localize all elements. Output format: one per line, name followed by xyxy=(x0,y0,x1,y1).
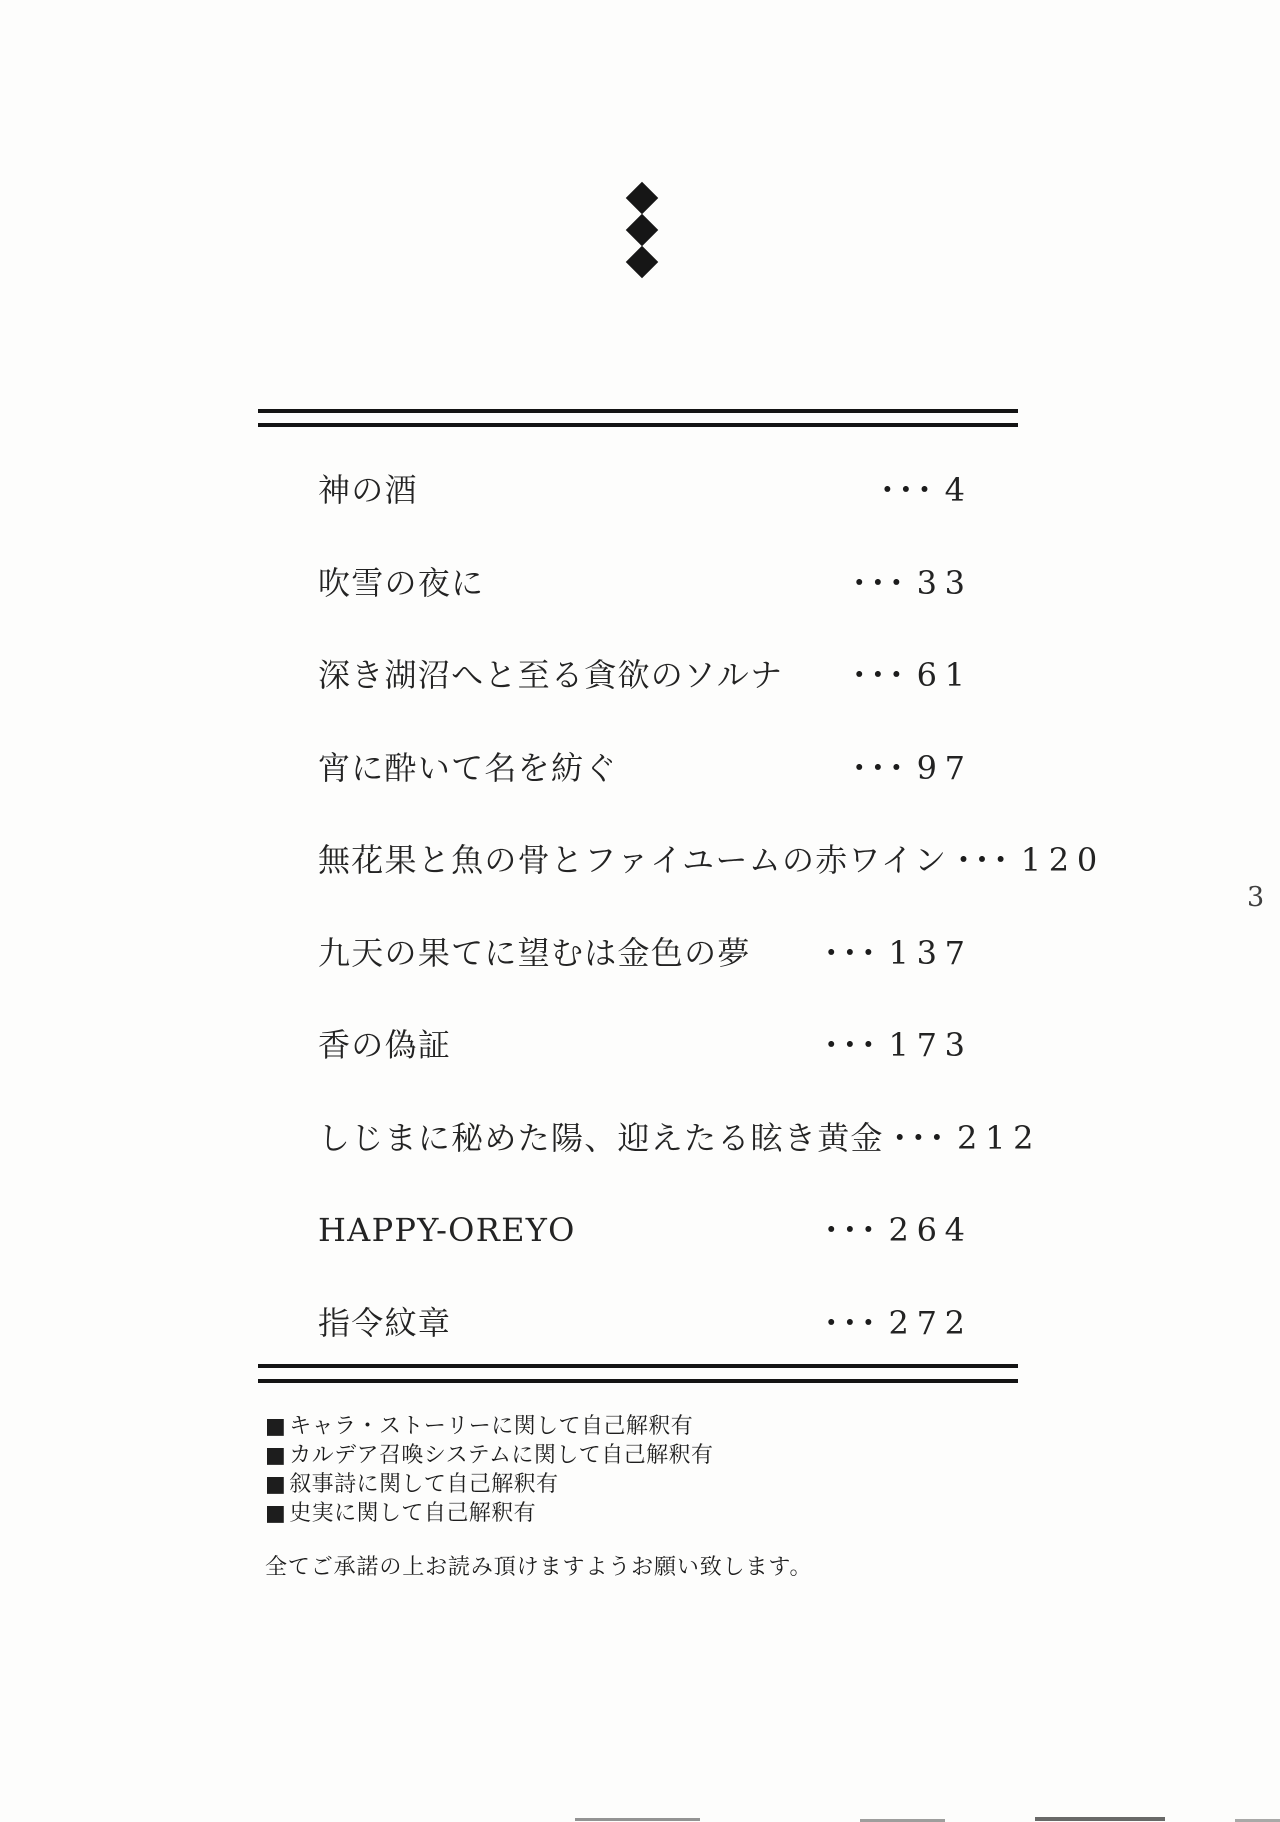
toc-entry xyxy=(318,722,973,815)
square-bullet-icon: ■ xyxy=(265,1472,287,1497)
toc-entry-page: 120 xyxy=(1020,841,1105,880)
toc-entry-pageref xyxy=(871,471,973,510)
toc-entry-title: 香の偽証 xyxy=(318,1026,452,1065)
disclaimer-item xyxy=(265,1470,1025,1499)
toc-leader-dots: ・・・ xyxy=(843,656,899,695)
disclaimer-note: 全てご承諾の上お読み頂けますようお願い致します。 xyxy=(265,1555,813,1580)
toc-entry-title: 九天の果てに望むは金色の夢 xyxy=(318,933,751,972)
toc-entry-page: 97 xyxy=(916,748,973,787)
scan-artifact xyxy=(1035,1817,1165,1821)
toc-entry xyxy=(318,444,973,537)
toc-leader-dots: ・・・ xyxy=(815,1026,871,1065)
toc-entry-page: 61 xyxy=(916,656,973,695)
disclaimer-item-text: 叙事詩に関して自己解釈有 xyxy=(289,1472,559,1497)
toc-leader-dots: ・・・ xyxy=(815,1303,871,1342)
disclaimer-list xyxy=(265,1412,1025,1528)
toc-leader-dots: ・・・ xyxy=(883,1118,940,1157)
disclaimer-item xyxy=(265,1441,1025,1470)
toc-leader-dots: ・・・ xyxy=(843,563,899,602)
toc-entry-pageref xyxy=(815,1211,973,1250)
toc-entry-pageref xyxy=(815,933,973,972)
toc-entry-title: 無花果と魚の骨とファイユームの赤ワイン xyxy=(318,841,948,880)
scan-artifact xyxy=(575,1818,700,1821)
disclaimer-item-text: 史実に関して自己解釈有 xyxy=(289,1501,537,1526)
toc-entry xyxy=(318,1184,973,1277)
toc-entry-title: HAPPY-OREYO xyxy=(318,1211,576,1250)
disclaimer-item-text: カルデア召喚システムに関して自己解釈有 xyxy=(289,1443,714,1468)
toc-leader-dots: ・・・ xyxy=(815,1211,871,1250)
toc-entry-pageref xyxy=(947,841,1105,880)
toc-entry-pageref xyxy=(843,656,973,695)
diamond-icon xyxy=(626,214,659,247)
toc-entry-page: 4 xyxy=(944,471,973,510)
toc-entry xyxy=(318,907,973,1000)
diamond-icon xyxy=(626,246,659,279)
toc-divider-top-line-2 xyxy=(258,423,1018,427)
toc-entry-title: 深き湖沼へと至る貪欲のソルナ xyxy=(318,656,784,695)
toc-entry xyxy=(318,814,1105,907)
diamond-icon xyxy=(626,182,659,215)
disclaimer-item xyxy=(265,1412,1025,1441)
toc-entry-page: 264 xyxy=(888,1211,973,1250)
toc-entry-title: 神の酒 xyxy=(318,471,418,510)
toc-divider-bottom-line-1 xyxy=(258,1364,1018,1368)
square-bullet-icon: ■ xyxy=(265,1414,287,1439)
toc-entry-page: 212 xyxy=(957,1118,1042,1157)
toc-entry-page: 272 xyxy=(888,1303,973,1342)
toc-entry-pageref xyxy=(883,1118,1042,1157)
toc-entry-page: 137 xyxy=(888,933,973,972)
toc-entry-title: 宵に酔いて名を紡ぐ xyxy=(318,748,618,787)
toc-entry xyxy=(318,1092,1042,1185)
toc-entry-page: 33 xyxy=(916,563,973,602)
disclaimer-item-text: キャラ・ストーリーに関して自己解釈有 xyxy=(289,1414,694,1439)
toc-entry-title: しじまに秘めた陽、迎えたる眩き黄金 xyxy=(318,1118,884,1157)
square-bullet-icon: ■ xyxy=(265,1443,287,1468)
toc-entry-pageref xyxy=(843,563,973,602)
toc-leader-dots: ・・・ xyxy=(815,933,871,972)
toc-entry-title: 吹雪の夜に xyxy=(318,563,485,602)
toc-entry-pageref xyxy=(815,1303,973,1342)
toc-entry xyxy=(318,1277,973,1370)
toc-entry-page: 173 xyxy=(888,1026,973,1065)
toc-list xyxy=(318,444,1105,1369)
toc-divider-bottom-line-2 xyxy=(258,1379,1018,1383)
toc-entry-pageref xyxy=(843,748,973,787)
toc-leader-dots: ・・・ xyxy=(843,748,899,787)
toc-leader-dots: ・・・ xyxy=(947,841,1004,880)
toc-entry xyxy=(318,999,973,1092)
toc-divider-top-line-1 xyxy=(258,409,1018,413)
toc-entry xyxy=(318,537,973,630)
page-number: 3 xyxy=(1247,882,1265,913)
toc-entry xyxy=(318,629,973,722)
toc-entry-pageref xyxy=(815,1026,973,1065)
square-bullet-icon: ■ xyxy=(265,1501,287,1526)
toc-entry-title: 指令紋章 xyxy=(318,1303,452,1342)
disclaimer-item xyxy=(265,1499,1025,1528)
toc-leader-dots: ・・・ xyxy=(871,471,928,510)
